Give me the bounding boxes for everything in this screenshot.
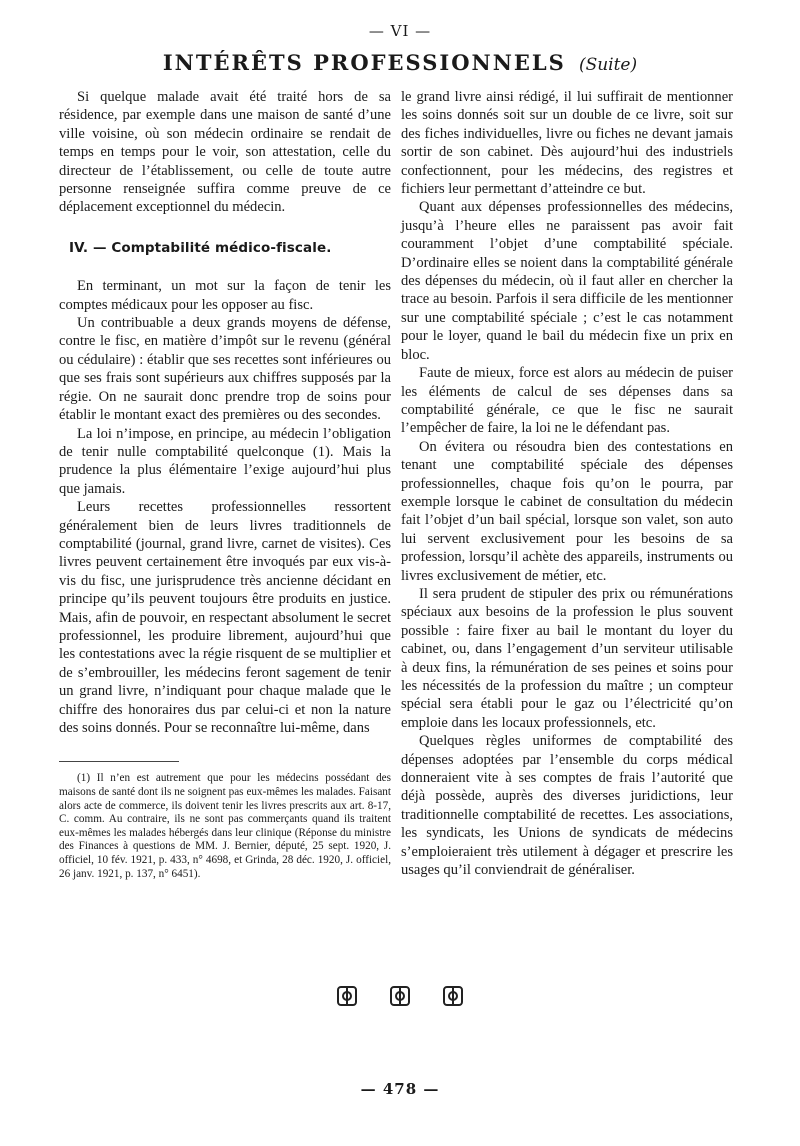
right-column: [401, 88, 733, 879]
article-title: [0, 50, 800, 75]
footnote: (1) Il n’en est autrement que pour les médecins possédant des maisons de santé dont ils ne soignent pas eux-mêmes les malades. Faisant alors acte de commerce, ils doivent tenir les livres prescrits aux art. 8-17, C. comm. Au contraire, ils ne sont pas commerçants quand ils traitent eux-mêmes les malades hébergés dans leur clinique (Réponse du ministre des Finances à questions de MM. J. Bernier, député, 25 sept. 1920, J. officiel, 10 fév. 1921, p. 433, n° 4698, et Grinda, 28 déc. 1920, J. officiel, 26 janv. 1921, p. 137, n° 6451).: [59, 772, 391, 880]
paragraph: Quelques règles uniformes de comptabilité des dépenses adoptées par l’ensemble du corps médical donneraient vite à ses comptes de frais l’autorité que déjà possède, auprès des diverses juridictions, leur traditionnelle comptabilité de recettes. Les associations, les syndicats, les Unions de syndicats de médecins s’emploieraient très utilement à dégager et prescrire les usages qu’il conviendrait de généraliser.: [401, 733, 733, 879]
page-number: — 478 —: [360, 1080, 440, 1098]
paragraph: Leurs recettes professionnelles ressortent généralement bien de leurs livres traditionnels de comptabilité (journal, grand livre, carnet de visites). Ces livres peuvent certainement être invoqués par eux vis-à-vis du fisc, une jurisprudence très ancienne décidant en principe qu’ils peuvent toujours être produits en justice. Mais, afin de pouvoir, en respectant absolument le secret professionnel, les produire librement, aujourd’hui que les contestations avec la régie risquent de se multiplier et de s’embrouiller, les médecins feront sagement de tenir un grand livre, n’indiquant pour chaque malade que le chiffre des honoraires dus par celui-ci et non la nature des soins donnés. Pour se reconnaître lui-même, dans: [59, 499, 391, 736]
left-column: [59, 88, 391, 881]
roman-page-number: — VI —: [368, 22, 432, 40]
paragraph: On évitera ou résoudra bien des contestations en tenant une comptabilité spéciale des dépenses professionnelles, chaque fois qu’on le pourra, par exemple lorsque le cabinet de consultation du médecin fait l’objet d’un bail spécial, lorsque son valet, son auto lui servent exclusivement pour les besoins de sa profession, lorsqu’il achète des appareils, instruments ou livres exclusivement de métier, etc.: [401, 438, 733, 584]
paragraph: En terminant, un mot sur la façon de tenir les comptes médicaux pour les opposer au fisc.: [59, 278, 391, 313]
footnote-divider: [59, 761, 179, 762]
paragraph: Un contribuable a deux grands moyens de défense, contre le fisc, en matière d’impôt sur le revenu (général ou cédulaire) : établir que ses recettes sont inférieures ou que ses frais sont supérieurs aux chiffres supposés par la régie. On ne saurait donc prendre trop de soins pour établir le montant exact des premières ou des secondes.: [59, 315, 391, 424]
section-heading: IV. — Comptabilité médico-fiscale.: [69, 239, 332, 256]
title-text: INTÉRÊTS PROFESSIONNELS: [162, 50, 566, 75]
ornament-row: [0, 986, 800, 1010]
paragraph: Faute de mieux, force est alors au médecin de puiser les éléments de calcul de ses dépenses dans sa comptabilité générale, ce que le fisc ne saurait l’empêcher de faire, la loi ne le défendant pas.: [401, 365, 733, 437]
ornament-icon: [337, 986, 357, 1006]
paragraph: La loi n’impose, en principe, au médecin l’obligation de tenir nulle comptabilité quelconque (1). Mais la prudence la plus élémentaire l’exige aujourd’hui plus que jamais.: [59, 425, 391, 497]
ornament-icon: [390, 986, 410, 1006]
paragraph: Il sera prudent de stipuler des prix ou rémunérations spéciaux aux besoins de la profession le plus souvent possible : faire fixer au bail le montant du loyer du cabinet, ou, dans l’engagement d’un serviteur utilisable à deux fins, la rémunération de ses peines et soins pour les nécessités de la profession du maître ; un compteur spécial sera établi pour le gaz ou l’électricité qu’on emploie dans les locaux professionnels, etc.: [401, 585, 733, 731]
paragraph: Si quelque malade avait été traité hors de sa résidence, par exemple dans une maison de santé d’une ville voisine, où son médecin ordinaire se rendait de temps en temps pour le voir, son attestation, celle du directeur de l’établissement, ou celle de toute autre personne renseignée suffira comme preuve de ce déplacement exceptionnel du médecin.: [59, 89, 391, 216]
paragraph: le grand livre ainsi rédigé, il lui suffirait de mentionner les soins donnés soit sur un double de ce livre, soit sur des fiches individuelles, livre ou fiches ne devant jamais sortir de son cabinet. Dès aujourd’hui des industriels confectionnent, pour les médecins, des registres et fichiers leur permettant d’atteindre ce but.: [401, 89, 733, 198]
title-suffix: (Suite): [578, 55, 638, 75]
ornament-icon: [443, 986, 463, 1006]
paragraph: Quant aux dépenses professionnelles des médecins, jusqu’à l’heure elles ne paraissent pas avoir fait couramment l’objet d’une comptabilité spéciale. D’ordinaire elles se noient dans la comptabilité générale des dépenses du médecin, où il faut aller en chercher la trace au besoin. Parfois il sera difficile de les mentionner sur une comptabilité spéciale ; c’est le cas notamment pour le loyer, quand le bail du médecin fixe un prix en bloc.: [401, 199, 733, 363]
